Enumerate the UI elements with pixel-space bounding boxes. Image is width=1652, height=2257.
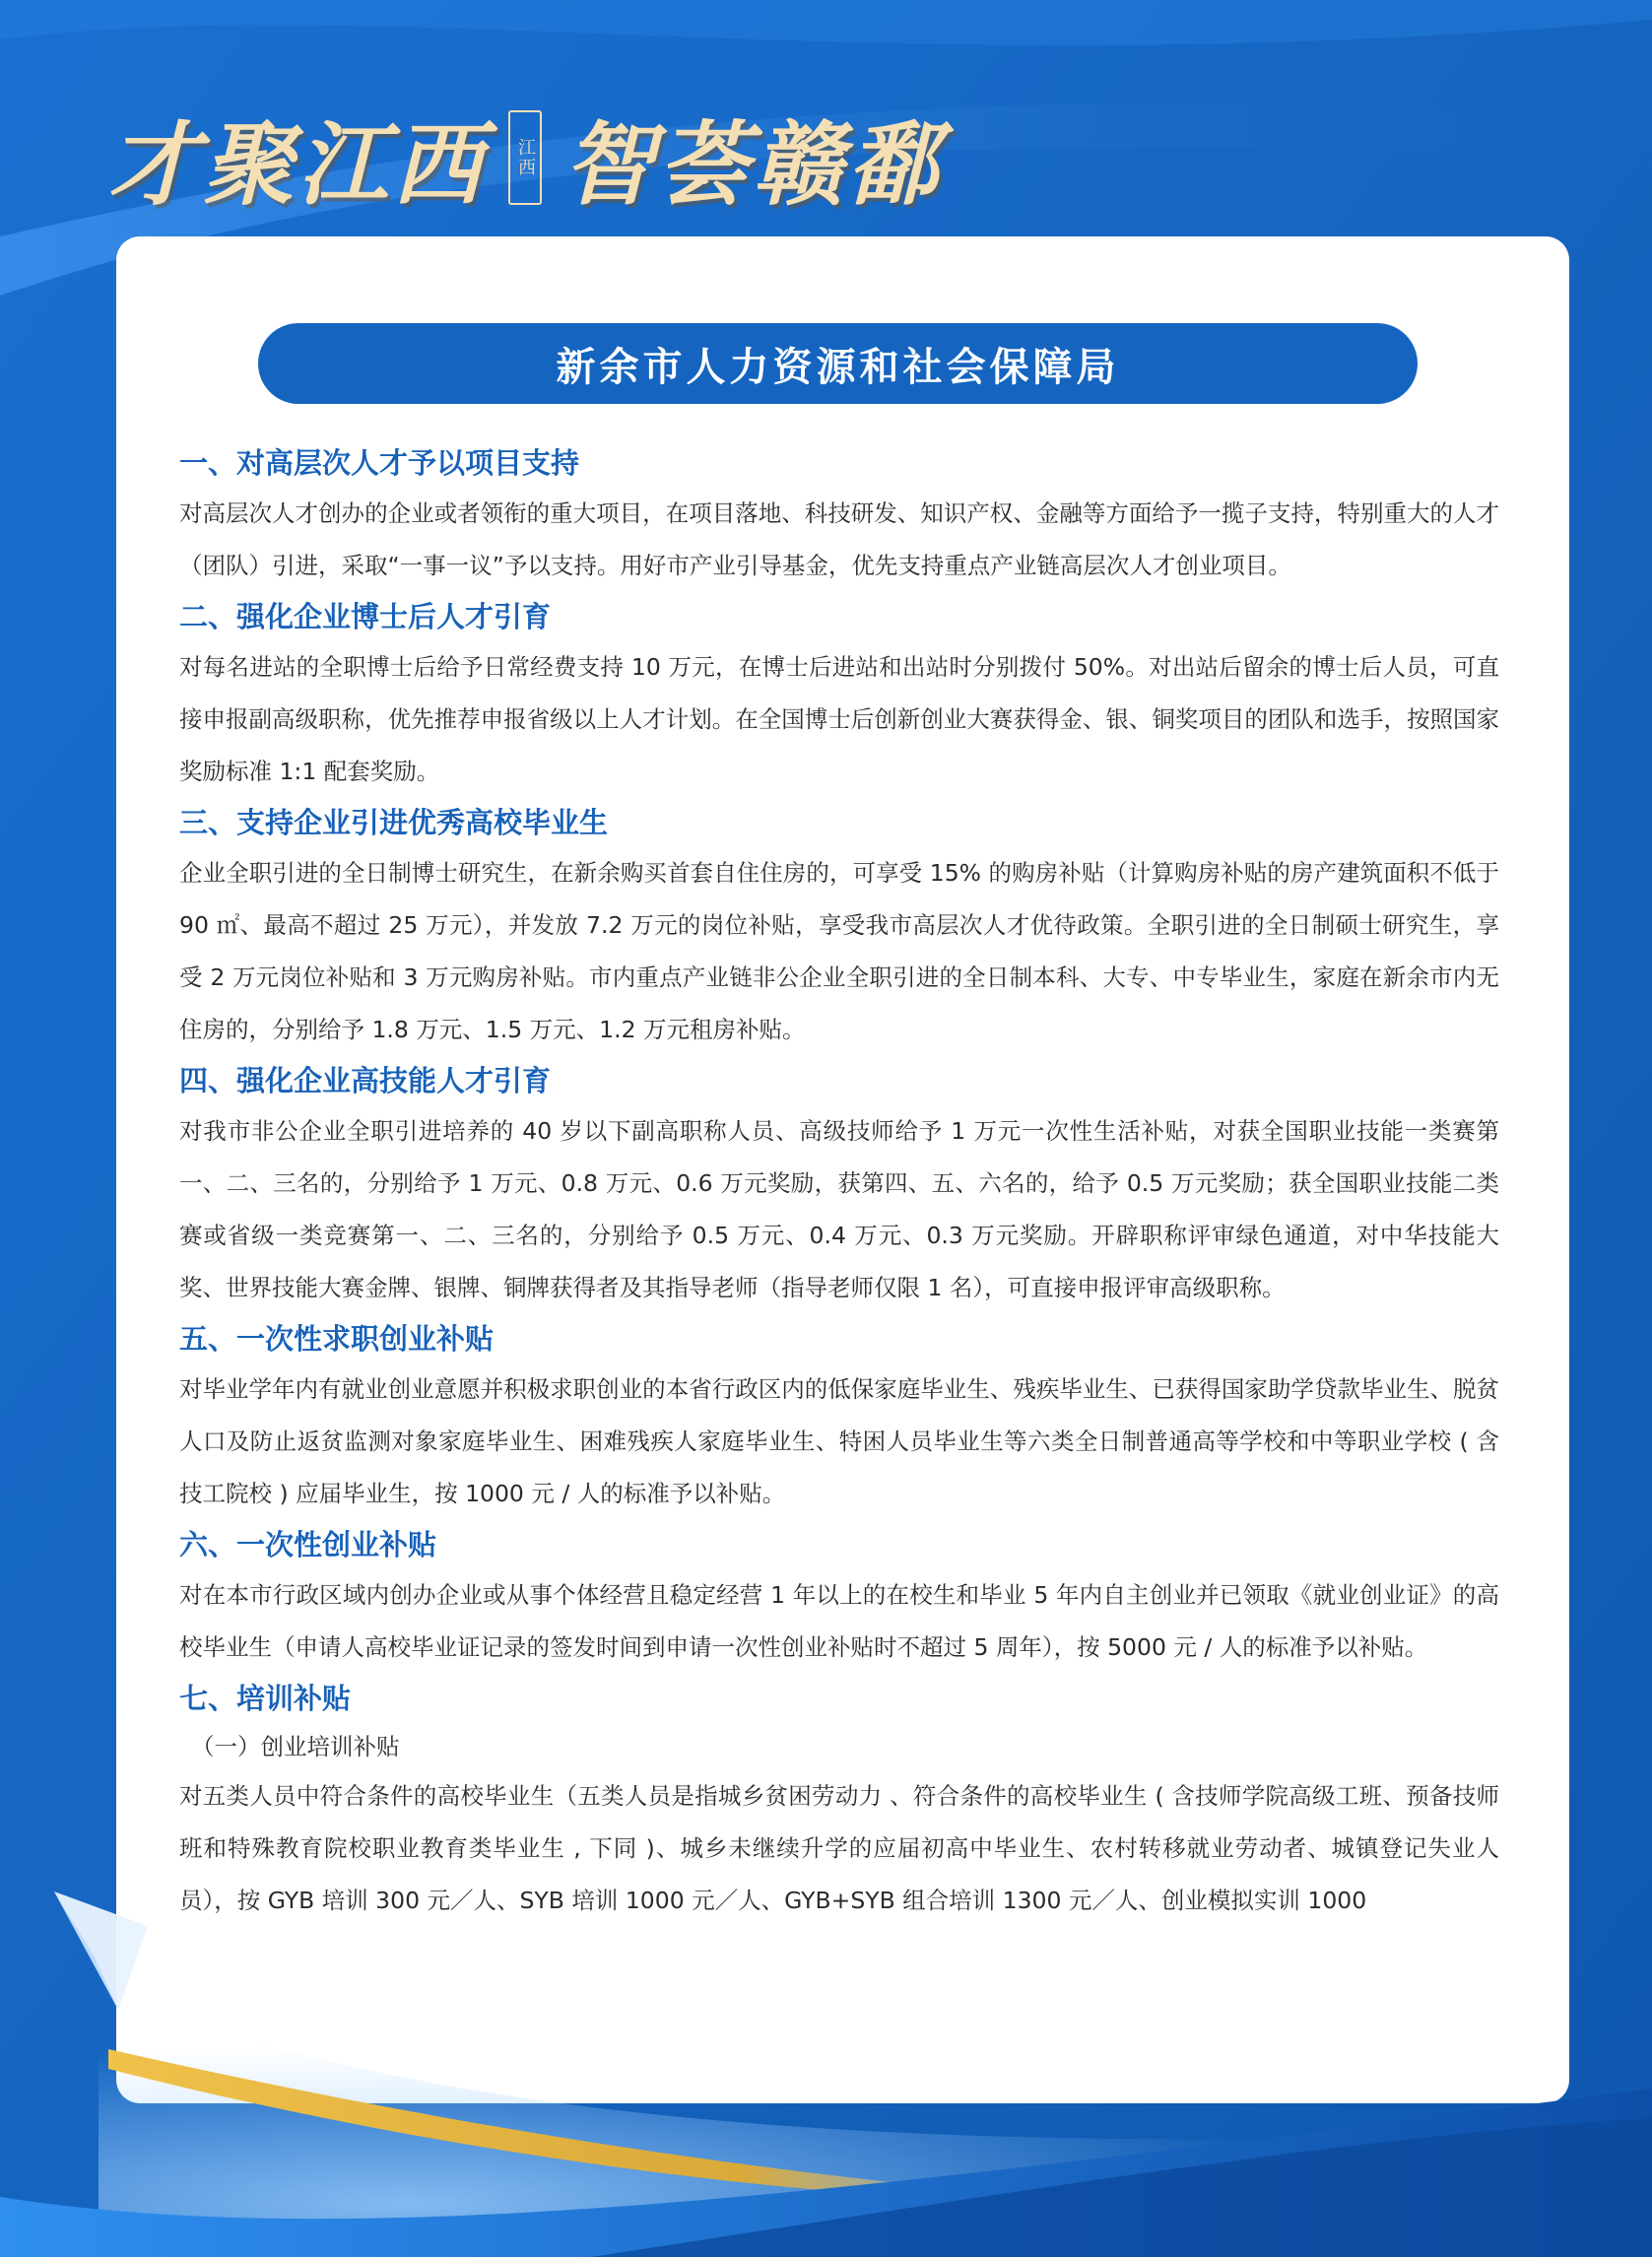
section-7 — [179, 1674, 1499, 1927]
section-paragraph: 对每名进站的全职博士后给予日常经费支持 10 万元，在博士后进站和出站时分别拨付 50%。对出站后留余的博士后人员，可直接申报副高级职称，优先推荐申报省级以上人才计划。在全国博士后创新创业大赛获得金、银、铜奖项目的团队和选手，按照国家奖励标准 1:1 配套奖励。 — [179, 653, 1499, 785]
brand-left-text: 才聚江西 — [108, 111, 488, 218]
banner-title: 新余市人力资源和社会保障局 — [258, 323, 1418, 404]
section-6 — [179, 1520, 1499, 1674]
section-paragraph: 对我市非公企业全职引进培养的 40 岁以下副高职称人员、高级技师给予 1 万元一次性生活补贴，对获全国职业技能一类赛第一、二、三名的，分别给予 1 万元、0.8 万元、0.6 万元奖励，获第四、五、六名的，给予 0.5 万元奖励；获全国职业技能二类赛或省级一类竞赛第一、二、三名的，分别给予 0.5 万元、0.4 万元、0.3 万元奖励。开辟职称评审绿色通道，对中华技能大奖、世界技能大赛金牌、银牌、铜牌获得者及其指导老师（指导老师仅限 1 名），可直接申报评审高级职称。 — [179, 1117, 1499, 1301]
brand-right-text: 智荟赣鄱 — [563, 111, 943, 218]
section-3 — [179, 798, 1499, 1056]
section-title: 一、对高层次人才予以项目支持 — [179, 446, 580, 480]
section-paragraph: 对在本市行政区域内创办企业或从事个体经营且稳定经营 1 年以上的在校生和毕业 5 年内自主创业并已领取《就业创业证》的高校毕业生（申请人高校毕业证记录的签发时间到申请一次性创业补贴时不超过 5 周年），按 5000 元 / 人的标准予以补贴。 — [179, 1581, 1499, 1661]
content-card — [116, 236, 1569, 2103]
section-title: 七、培训补贴 — [179, 1682, 352, 1715]
section-paragraph: 对毕业学年内有就业创业意愿并积极求职创业的本省行政区内的低保家庭毕业生、残疾毕业生、已获得国家助学贷款毕业生、脱贫人口及防止返贫监测对象家庭毕业生、困难残疾人家庭毕业生、特困人员毕业生等六类全日制普通高等学校和中等职业学校 ( 含技工院校 ) 应届毕业生，按 1000 元 / 人的标准予以补贴。 — [179, 1375, 1499, 1507]
section-1 — [179, 438, 1499, 592]
section-subtitle: （一）创业培训补贴 — [191, 1733, 400, 1760]
section-paragraph: 企业全职引进的全日制博士研究生，在新余购买首套自住住房的，可享受 15% 的购房补贴（计算购房补贴的房产建筑面积不低于 90 ㎡、最高不超过 25 万元），并发放 7.2 万元的岗位补贴，享受我市高层次人才优待政策。全职引进的全日制硕士研究生，享受 2 万元岗位补贴和 3 万元购房补贴。市内重点产业链非公企业全职引进的全日制本科、大专、中专毕业生，家庭在新余市内无住房的，分别给予 1.8 万元、1.5 万元、1.2 万元租房补贴。 — [179, 859, 1499, 1043]
section-paragraph: 对五类人员中符合条件的高校毕业生（五类人员是指城乡贫困劳动力 、符合条件的高校毕业生 ( 含技师学院高级工班、预备技师班和特殊教育院校职业教育类毕业生 , 下同 )、城乡未继续升学的应届初高中毕业生、农村转移就业劳动者、城镇登记失业人员），按 GYB 培训 300 元／人、SYB 培训 1000 元／人、GYB+SYB 组合培训 1300 元／人、创业模拟实训 1000 — [179, 1782, 1499, 1914]
section-title: 三、支持企业引进优秀高校毕业生 — [179, 806, 609, 839]
section-5 — [179, 1314, 1499, 1520]
document-body — [179, 438, 1499, 1927]
section-title: 二、强化企业博士后人才引育 — [179, 600, 552, 633]
section-paragraph: 对高层次人才创办的企业或者领衔的重大项目，在项目落地、科技研发、知识产权、金融等方面给予一揽子支持，特别重大的人才（团队）引进，采取“一事一议”予以支持。用好市产业引导基金，优先支持重点产业链高层次人才创业项目。 — [179, 499, 1499, 579]
brand-seal: 江西 — [508, 110, 542, 205]
brand-logo — [108, 99, 942, 217]
section-title: 四、强化企业高技能人才引育 — [179, 1064, 552, 1097]
section-4 — [179, 1056, 1499, 1314]
section-title: 六、一次性创业补贴 — [179, 1528, 437, 1561]
section-2 — [179, 592, 1499, 798]
section-title: 五、一次性求职创业补贴 — [179, 1322, 495, 1356]
